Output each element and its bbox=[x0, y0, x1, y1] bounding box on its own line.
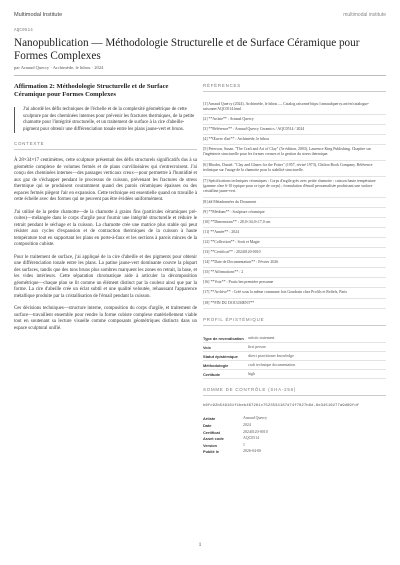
reference-item: [4] **Œuvre d'art** : Archimède, le hibou bbox=[203, 135, 386, 145]
side-column bbox=[203, 83, 386, 455]
epistemic-key: Type de revendication bbox=[203, 334, 248, 343]
epistemic-key: Certitude bbox=[203, 370, 248, 379]
meta-key: Publié le bbox=[203, 449, 219, 455]
checksum-value: b6fc92b549161f1beb467261c7523534187d74f7827b6d-6e34516277a9d89fdf bbox=[203, 404, 360, 408]
body-paragraph: J'ai utilisé de la petite chamotte—de la chamotte à grains fins (particules céramiques pré-cuites)—mélangée dans le corps d'argile pour fournir une intégrité structurelle et réduire le retrait pendant le séchage et la cuisson. La chamotte crée une matrice plus stable qui peut résister aux cycles d'expansion et de contraction thermiques de la cuisson à haute température tout en supportant les plans en porte-à-faux et les sections à parois minces de la composition cubiste. bbox=[14, 209, 197, 248]
header-divider bbox=[14, 75, 386, 76]
meta-value: 1 bbox=[243, 442, 245, 447]
meta-key: Date bbox=[203, 422, 212, 428]
abstract-block bbox=[14, 107, 197, 133]
context-divider bbox=[14, 149, 197, 150]
epistemic-value: craft technique documentation bbox=[248, 361, 386, 370]
epistemic-value: direct practitioner knowledge bbox=[248, 352, 386, 361]
meta-key: Artiste bbox=[203, 416, 216, 422]
page-number: 1 bbox=[198, 542, 202, 548]
epistemic-value: high bbox=[248, 370, 386, 379]
meta-value: Arnaud Quercy bbox=[243, 416, 268, 421]
reference-item: [17] **Archive** : Créé sous la même commune fois Gondrain chez Profils et Reliefs, Paris bbox=[203, 288, 386, 299]
epistemic-table bbox=[203, 334, 386, 379]
references-divider bbox=[203, 91, 386, 92]
table-row bbox=[203, 449, 386, 456]
brand-name: Multimodal Institute bbox=[14, 12, 63, 18]
reference-item: [13] **Certificat** : 20240120-0010 bbox=[203, 248, 386, 258]
table-row bbox=[203, 429, 386, 436]
checksum-divider bbox=[203, 395, 386, 396]
reference-item: [11] **Année** : 2024 bbox=[203, 228, 386, 238]
epistemic-value: first person bbox=[248, 343, 386, 352]
table-row bbox=[203, 334, 386, 343]
reference-id: AQC0514 bbox=[14, 29, 33, 33]
table-row bbox=[203, 422, 386, 429]
table-row bbox=[203, 442, 386, 449]
table-row bbox=[203, 416, 386, 423]
epistemic-divider bbox=[203, 325, 386, 326]
claim-heading: Affirmation 2: Méthodologie Structurelle et de Surface Céramique pour Formes Complexes bbox=[14, 83, 169, 99]
page-title: Nanopublication — Méthodologie Structurelle et de Surface Céramique pour Formes Complexes bbox=[14, 37, 360, 62]
table-row bbox=[203, 352, 386, 361]
checksum-label: SOMME DE CONTRÔLE (SHA-256) bbox=[203, 387, 297, 392]
body-paragraph: À 28×34×17 centimètres, cette sculpture présentait des défis structurels significatifs dus à sa géométrie complexe de volumes fermés et de plans curvilinéaires qui s'entrecroisent. J'ai conçu des cheminées internes—des passages verticaux creux—pour permettre à l'humidité et aux gaz de s'échapper pendant le processus de cuisson, prévenant les fractures de stress thermique qui se produisent couramment quand des parois céramiques épaisses ou des espaces fermés piègent l'air en expansion. Cette technique est essentielle quand on travaille à cette échelle avec des formes qui ne peuvent pas être évidées uniformément. bbox=[14, 158, 197, 203]
brand-name-right: multimodal institute bbox=[343, 12, 386, 18]
body-paragraph: Pour le traitement de surface, j'ai appliqué de la cire d'abeille et des pigments pour obtenir une différenciation tonale entre les plans. La patine jaune-vert dominante couvre la plupart des surfaces, tandis que des tons bruns plus sombres marquent les zones en retrait, la base, et les vides intérieurs. Cette séparation chromatique aide à articuler la décomposition géométrique—chaque plan se lit comme un élément distinct par la couleur ainsi que par la forme. La cire d'abeille crée un éclat subtil et une qualité veloutée, rehaussant l'apparence métallique produite par la cristallisation de l'émail pendant la cuisson. bbox=[14, 254, 197, 299]
reference-item: [18] **FIN DU DOCUMENT** bbox=[203, 299, 386, 309]
epistemic-key: Méthodologie bbox=[203, 361, 248, 370]
context-label: CONTEXTE bbox=[14, 141, 45, 147]
reference-item: [12] **Collection** : Sorti et Magie bbox=[203, 238, 386, 248]
table-row bbox=[203, 361, 386, 370]
reference-item: [10] **Dimensions** : 28,0×34,0×17,0 cm bbox=[203, 218, 386, 228]
reference-item: [16] **Voix** : Pratic/ien première personne bbox=[203, 278, 386, 288]
epistemic-value: artistic statement bbox=[248, 334, 386, 343]
meta-key: Version bbox=[203, 442, 218, 448]
epistemic-label: PROFIL ÉPISTÉMIQUE bbox=[203, 317, 265, 322]
metadata-table bbox=[203, 416, 386, 456]
top-bar bbox=[14, 12, 386, 22]
reference-item: [3] **Référence** : Arnaud Quercy Ceramics / AQC0514 / 2024 bbox=[203, 125, 386, 135]
table-row bbox=[203, 343, 386, 352]
epistemic-key: Voix bbox=[203, 343, 248, 352]
meta-value: 2026-04-06 bbox=[243, 449, 262, 454]
abstract-text: J'ai abordé les défis techniques de l'échelle et de la complexité géométrique de cette sculpture par des cheminées internes pour prévenir les fractures thermiques, de la petite chamotte pour l'intégrité structurelle, et un traitement de surface à la cire d'abeille-pigment pour obtenir une différenciation tonale entre les plans jaune-vert et bruns. bbox=[23, 107, 195, 132]
byline: par Arnaud Quercy · Archimède, le hibou · 2024 bbox=[14, 65, 104, 70]
reference-item: [9] **Médium** : Sculpture céramique bbox=[203, 208, 386, 218]
references-label: RÉFÉRENCES bbox=[203, 83, 242, 88]
table-row bbox=[203, 435, 386, 442]
meta-value: AQC0514 bbox=[243, 436, 259, 441]
table-row bbox=[203, 370, 386, 379]
reference-item: [5] Peterson, Susan. "The Craft and Art of Clay" (5e édition, 2003), Laurence King Publishing. Chapitre sur l'ingénierie structurelle pour les formes creuses et la gestion du stress thermique. bbox=[203, 145, 386, 161]
meta-key: Certificat bbox=[203, 429, 220, 435]
reference-item: [8] ## Métadonnées du Document bbox=[203, 198, 386, 208]
meta-value: 2024 bbox=[243, 422, 251, 427]
reference-item: [14] **Date de Documentation** : Février 2026 bbox=[203, 258, 386, 268]
main-column bbox=[14, 83, 197, 338]
epistemic-key: Statut épistémique bbox=[203, 352, 248, 361]
body-paragraph: Ces décisions techniques—structure interne, composition du corps d'argile, et traitement de surface—travaillent ensemble pour rendre la forme cubiste complexe matériellement viable tout en soutenant sa lecture visuelle comme composants géométriques distincts dans un espace sculptural unifié. bbox=[14, 306, 197, 331]
meta-value: 20240120-0010 bbox=[243, 429, 268, 434]
reference-item: [7] Spécifications techniques céramiques : Corps d'argile grès avec petite chamotte ; cuisson haute température (gamme cône 6-10 typique pour ce type de corps) ; formulation d'émail personnalisée produisant une surface cristalline jaune-vert. bbox=[203, 177, 386, 198]
reference-item: [2] **Artiste** : Arnaud Quercy bbox=[203, 115, 386, 125]
reference-item: [6] Rhodes, Daniel. "Clay and Glazes for the Potter" (1957, révisé 1973), Chilton Book Company. Référence technique sur l'usage de la chamotte pour la stabilité structurelle. bbox=[203, 161, 386, 177]
meta-key: Asset code bbox=[203, 436, 224, 442]
reference-item: [15] **Affirmations** : 2 bbox=[203, 268, 386, 278]
reference-item: [1] Arnaud Quercy (2024). Archimède, le hibou — Catalog raisonné https://arnaudquercy.art/en/catalogue-raisonne/AQC0514.html bbox=[203, 100, 386, 115]
references-list bbox=[203, 100, 386, 309]
